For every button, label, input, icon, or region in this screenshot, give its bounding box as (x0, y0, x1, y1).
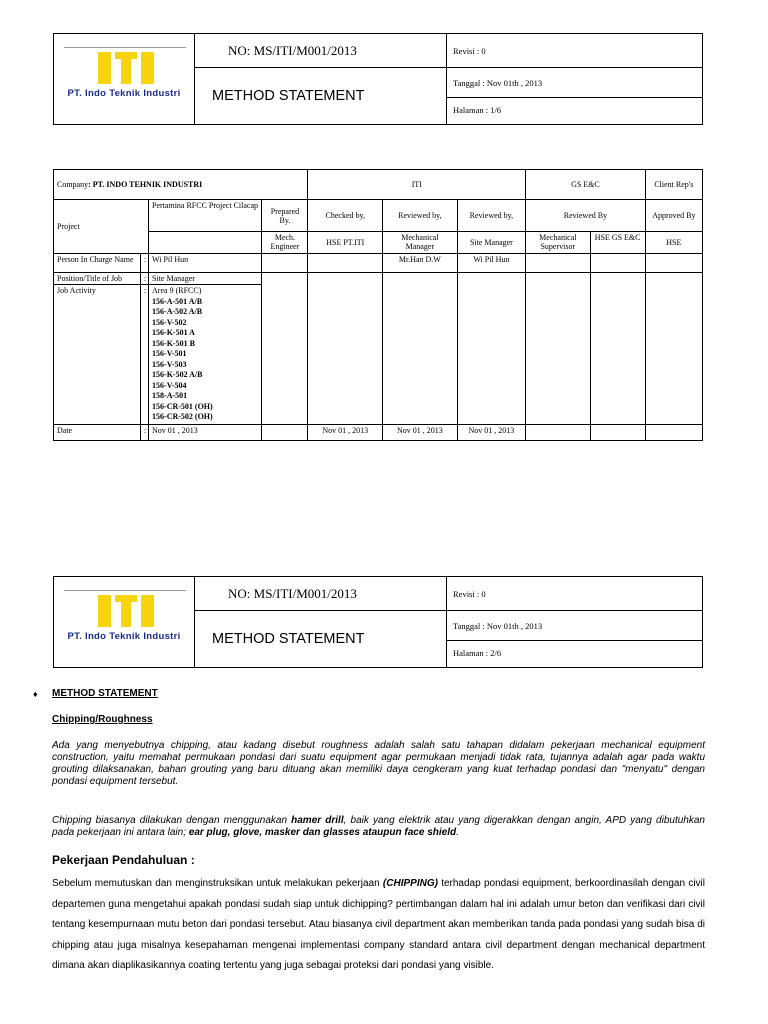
pic-reviewed-2: Wi Pil Hun (457, 254, 525, 273)
company-logo-text: PT. Indo Teknik Industri (67, 88, 181, 99)
approval-table: Company: PT. INDO TEHNIK INDUSTRI ITI GS E&C Client Rep's Project Pertamina RFCC Project Cilacap Prepared By. Checked by, Reviewed by, Reviewed by, Reviewed By Approved By Mech. Engineer HSE PT.ITI Mechanical Manager Site Manager Mechanical Supervisor HSE GS E&C HSE Person In Charge Name : Wi Pil Hun Mr.Han D.W Wi Pil Hun Position/Title of Job : Site Manager Job Activity : Area 9 (RFCC) 156-A-501 A/B 156-A-502 A/B 156-V-502 156-K-501 A 156-K-501 B 156-V-501 156-V-503 156-K-502 A/B 156-V-504 158-A-501 156-CR-501 (OH) 156-CR-502 (OH) Date : Nov 01 , 2013 Nov 01 , 2013 Nov 01 , 2013 Nov 01 , 2013 (53, 169, 703, 441)
role-hse-gs: HSE GS E&C (590, 232, 645, 254)
job-activity-list: Area 9 (RFCC) 156-A-501 A/B 156-A-502 A/B 156-V-502 156-K-501 A 156-K-501 B 156-V-501 156-V-503 156-K-502 A/B 156-V-504 158-A-501 156-CR-501 (OH) 156-CR-502 (OH) (149, 285, 262, 425)
paragraph-chipping-tools: Chipping biasanya dilakukan dengan menggunakan hamer drill, baik yang elektrik atau yang digerakkan dengan angin, APD yang dibutuhkan pada pekerjaan ini antara lain; ear plug, glove, masker dan glasses ataupun face shield. (52, 815, 705, 838)
project-label: Project (54, 200, 149, 254)
paragraph-pendahuluan: Sebelum memutuskan dan menginstruksikan untuk melakukan pekerjaan (CHIPPING) terhadap pondasi equipment, berkoordinasilah dengan civil departemen guna mengetahui apakah pondasi sudah siap untuk dichipping? pertimbangan dalam hal ini adalah umur beton dan verifikasi dari civil tentang kesempurnaan mutu beton dari pondasi tersebut. Atau biasanya civil department akan memberikan tanda pada pondasi yang sudah bisa di chipping atau juga misalnya kesepahaman mengenai implementasi company standard antara civil department dengan mechanical department dimana akan diaplikasikannya coating tertentu yang juga sebagai proteksi dari pondasi yang visible. (52, 878, 705, 971)
role-mech-supervisor: Mechanical Supervisor (526, 232, 590, 254)
sub-heading: Chipping/Roughness (52, 714, 153, 725)
revision: Revisi : 0 (447, 577, 702, 611)
pic-label: Person In Charge Name (54, 254, 141, 273)
role-site-manager: Site Manager (457, 232, 525, 254)
page-number: Halaman : 1/6 (453, 105, 502, 115)
approved-by: Approved By (645, 200, 702, 232)
job-activity-label: Job Activity (54, 285, 141, 425)
company-logo (54, 577, 195, 667)
date: Tanggal : Nov 01th , 2013 (447, 611, 702, 641)
reviewed-by-3: Reviewed By (526, 200, 646, 232)
iti-logo-icon (98, 52, 154, 84)
date-checked: Nov 01 , 2013 (308, 424, 383, 440)
reviewed-by-1: Reviewed by, (383, 200, 458, 232)
revision: Revisi : 0 (447, 34, 702, 68)
position-value: Site Manager (149, 273, 262, 285)
position-label: Position/Title of Job (54, 273, 141, 285)
section-pekerjaan-pendahuluan: Pekerjaan Pendahuluan : (52, 853, 195, 867)
prepared-by: Prepared By. (262, 200, 308, 232)
role-hse-ptiti: HSE PT.ITI (308, 232, 383, 254)
role-hse: HSE (645, 232, 702, 254)
date-label: Date (54, 424, 141, 440)
document-title: METHOD STATEMENT (194, 68, 447, 124)
company-logo (54, 34, 195, 124)
document-header-page2 (53, 576, 703, 668)
document-title: METHOD STATEMENT (194, 611, 447, 667)
date-reviewed-2: Nov 01 , 2013 (457, 424, 525, 440)
pic-value: Wi Pil Hun (149, 254, 262, 273)
page-number: Halaman : 2/6 (453, 648, 502, 658)
gsec-header: GS E&C (526, 170, 646, 200)
document-header-page1 (53, 33, 703, 125)
project-value: Pertamina RFCC Project Cilacap (149, 200, 262, 232)
checked-by: Checked by, (308, 200, 383, 232)
company-cell: Company: PT. INDO TEHNIK INDUSTRI (54, 170, 308, 200)
company-logo-text: PT. Indo Teknik Industri (67, 631, 181, 642)
date-reviewed-1: Nov 01 , 2013 (383, 424, 458, 440)
section-heading: METHOD STATEMENT (52, 688, 158, 699)
reviewed-by-2: Reviewed by, (457, 200, 525, 232)
paragraph-chipping-definition: Ada yang menyebutnya chipping, atau kadang disebut roughness adalah salah satu tahapan didalam pekerjaan mechanical equipment construction, yaitu memahat permukaan pondasi dari suatu equipment agar permukaan menjadi tidak rata, tujannya adalah agar pada waktu grouting dilaksanakan, bahan grouting yang baru dituang akan memiliki daya cengkeram yang kuat terhadap pondasi dan "menyatu" dengan pondasi equipment tersebut. (52, 740, 705, 787)
bullet-icon: ♦ (33, 689, 38, 699)
role-mech-engineer: Mech. Engineer (262, 232, 308, 254)
document-number: NO: MS/ITI/M001/2013 (194, 577, 447, 611)
iti-header: ITI (308, 170, 526, 200)
role-mech-manager: Mechanical Manager (383, 232, 458, 254)
pic-reviewed-1: Mr.Han D.W (383, 254, 458, 273)
document-number: NO: MS/ITI/M001/2013 (194, 34, 447, 68)
date-prepared: Nov 01 , 2013 (149, 424, 262, 440)
iti-logo-icon (98, 595, 154, 627)
date: Tanggal : Nov 01th , 2013 (447, 68, 702, 98)
client-header: Client Rep's (645, 170, 702, 200)
